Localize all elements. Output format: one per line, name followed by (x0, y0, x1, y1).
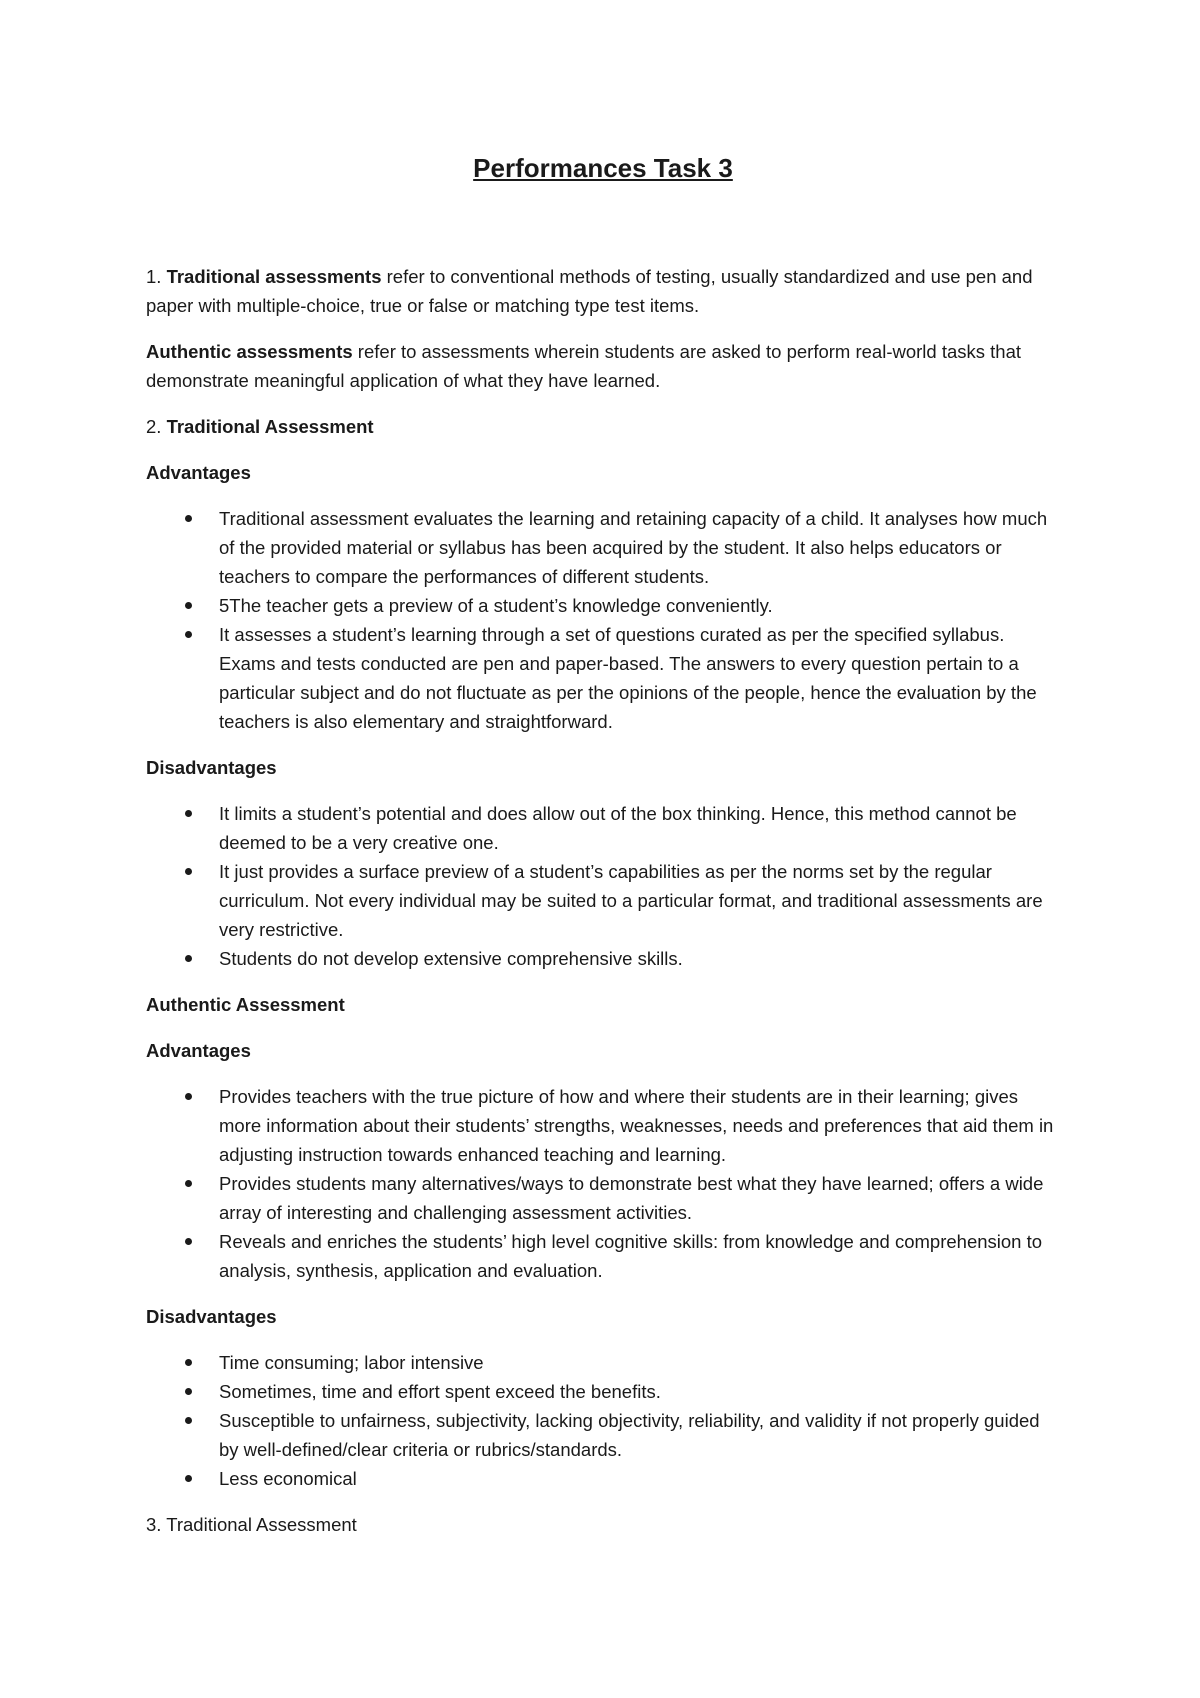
bullet-icon (185, 1093, 192, 1100)
list-item: It limits a student’s potential and does allow out of the box thinking. Hence, this method cannot be deemed to be a very creative one. (219, 799, 1060, 857)
list-item: It just provides a surface preview of a student’s capabilities as per the norms set by the regular curriculum. Not every individual may be suited to a particular format, and traditional assessments are very restrictive. (219, 857, 1060, 944)
bullet-icon (185, 515, 192, 522)
bullet-icon (185, 1359, 192, 1366)
section-3-heading: 3. Traditional Assessment (146, 1514, 357, 1535)
bullet-icon (185, 1238, 192, 1245)
bullet-icon (185, 1180, 192, 1187)
list-item: Reveals and enriches the students’ high level cognitive skills: from knowledge and comprehension to analysis, synthesis, application and evaluation. (219, 1227, 1060, 1285)
item-number: 1. (146, 266, 167, 287)
authentic-term: Authentic assessments (146, 341, 353, 362)
list-item: 5The teacher gets a preview of a student’s knowledge conveniently. (219, 591, 1060, 620)
traditional-definition-text: refer to conventional methods of testing, usually standardized and use pen and paper with multiple-choice, true or false or matching type test items. (146, 266, 1033, 316)
authentic-advantages-heading: Advantages (146, 1040, 251, 1061)
bullet-icon (185, 631, 192, 638)
list-item: Provides students many alternatives/ways to demonstrate best what they have learned; offers a wide array of interesting and challenging assessment activities. (219, 1169, 1060, 1227)
page-title: Performances Task 3 (473, 153, 733, 183)
list-item: Traditional assessment evaluates the learning and retaining capacity of a child. It analyses how much of the provided material or syllabus has been acquired by the student. It also helps educators or teachers to compare the performances of different students. (219, 504, 1060, 591)
traditional-assessment-heading: Traditional Assessment (166, 416, 374, 437)
authentic-disadvantages-list (146, 1348, 1060, 1493)
list-item: It assesses a student’s learning through a set of questions curated as per the specified syllabus. Exams and tests conducted are pen and paper-based. The answers to every question pertain to a particular subject and do not fluctuate as per the opinions of the people, hence the evaluation by the teachers is also elementary and straightforward. (219, 620, 1060, 736)
item-number: 2. (146, 416, 167, 437)
authentic-definition-text: refer to assessments wherein students are asked to perform real-world tasks that demonstrate meaningful application of what they have learned. (146, 341, 1022, 391)
authentic-assessment-heading: Authentic Assessment (146, 994, 345, 1015)
traditional-disadvantages-heading: Disadvantages (146, 757, 277, 778)
list-item: Less economical (219, 1464, 1060, 1493)
list-item: Provides teachers with the true picture of how and where their students are in their learning; gives more information about their students’ strengths, weaknesses, needs and preferences that aid them in adjusting instruction towards enhanced teaching and learning. (219, 1082, 1060, 1169)
bullet-icon (185, 1417, 192, 1424)
list-item: Sometimes, time and effort spent exceed the benefits. (219, 1377, 1060, 1406)
authentic-advantages-list (146, 1082, 1060, 1285)
list-item: Students do not develop extensive comprehensive skills. (219, 944, 1060, 973)
traditional-definition (146, 262, 1060, 320)
traditional-disadvantages-list (146, 799, 1060, 973)
list-item: Susceptible to unfairness, subjectivity, lacking objectivity, reliability, and validity if not properly guided by well-defined/clear criteria or rubrics/standards. (219, 1406, 1060, 1464)
traditional-advantages-list (146, 504, 1060, 736)
bullet-icon (185, 868, 192, 875)
bullet-icon (185, 1475, 192, 1482)
authentic-definition (146, 337, 1060, 395)
bullet-icon (185, 810, 192, 817)
traditional-advantages-heading: Advantages (146, 462, 251, 483)
bullet-icon (185, 602, 192, 609)
traditional-term: Traditional assessments (166, 266, 382, 287)
list-item: Time consuming; labor intensive (219, 1348, 1060, 1377)
document-body (146, 262, 1060, 1539)
authentic-disadvantages-heading: Disadvantages (146, 1306, 277, 1327)
bullet-icon (185, 1388, 192, 1395)
section-2-heading (146, 412, 1060, 441)
bullet-icon (185, 955, 192, 962)
